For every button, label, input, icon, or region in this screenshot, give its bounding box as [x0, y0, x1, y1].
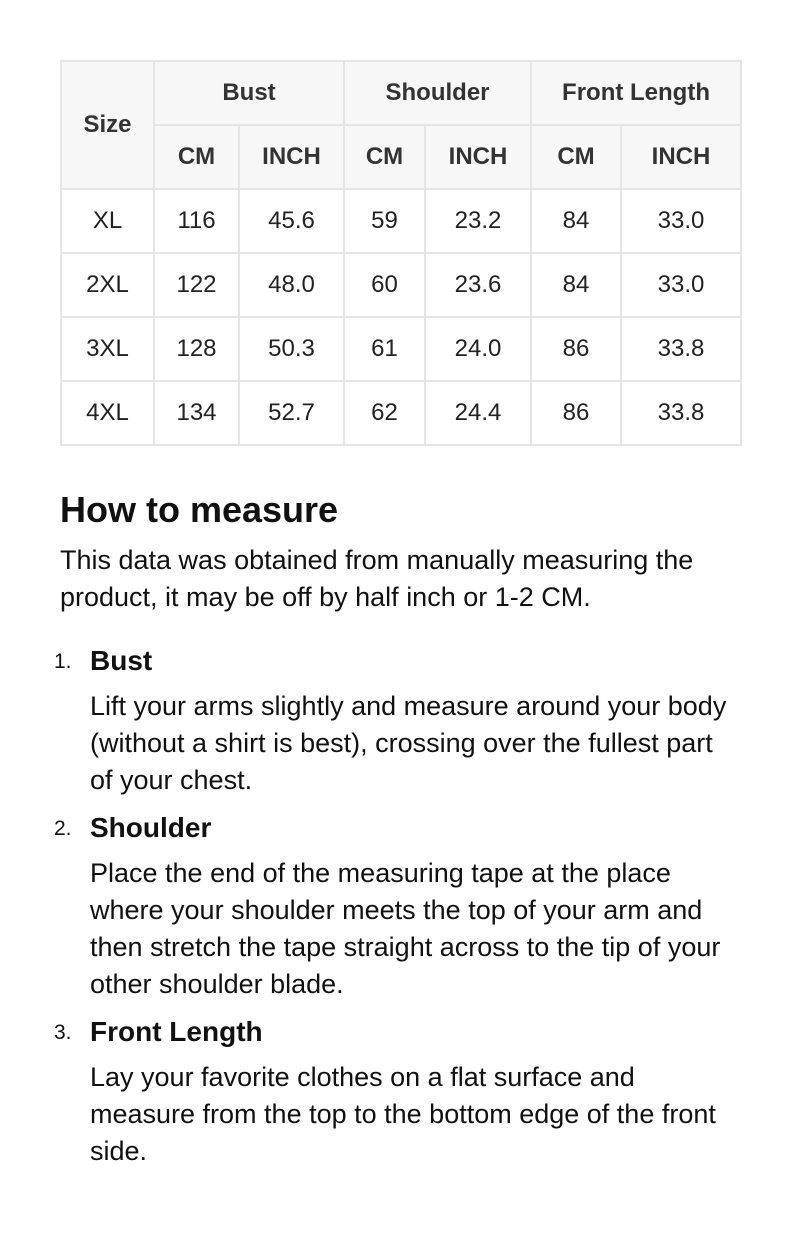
- step-title-bust: Bust: [90, 645, 153, 676]
- table-cell: 33.0: [621, 253, 741, 317]
- size-cell: 4XL: [61, 381, 154, 445]
- step-title-front-length: Front Length: [90, 1016, 263, 1047]
- table-cell: 45.6: [239, 189, 344, 253]
- size-column-header: Size: [61, 61, 154, 189]
- step-text-shoulder: Place the end of the measuring tape at the place where your shoulder meets the top of your arm and then stretch the tape straight across to the tip of your other shoulder blade.: [90, 858, 721, 999]
- step-text-bust: Lift your arms slightly and measure around your body (without a shirt is best), crossing over the fullest part of your chest.: [90, 691, 727, 795]
- table-cell: 24.0: [425, 317, 531, 381]
- table-cell: 128: [154, 317, 239, 381]
- table-row: [61, 253, 741, 317]
- step-number: 2.: [54, 817, 72, 840]
- list-item: [54, 811, 740, 1003]
- shoulder-group-header: Shoulder: [344, 61, 531, 125]
- list-item: [54, 644, 740, 799]
- size-cell: 3XL: [61, 317, 154, 381]
- unit-header: INCH: [425, 125, 531, 189]
- table-header-row-units: [61, 125, 741, 189]
- table-cell: 84: [531, 189, 621, 253]
- table-cell: 50.3: [239, 317, 344, 381]
- unit-header: INCH: [239, 125, 344, 189]
- table-cell: 33.8: [621, 381, 741, 445]
- size-guide: [54, 60, 740, 1182]
- table-cell: 122: [154, 253, 239, 317]
- table-header-row-groups: [61, 61, 741, 125]
- table-cell: 33.8: [621, 317, 741, 381]
- measure-steps-list: [54, 644, 740, 1170]
- unit-header: CM: [344, 125, 425, 189]
- measure-intro-text: This data was obtained from manually measuring the product, it may be off by half inch or 1-2 CM.: [60, 545, 694, 612]
- table-cell: 61: [344, 317, 425, 381]
- table-cell: 23.2: [425, 189, 531, 253]
- table-row: [61, 317, 741, 381]
- table-cell: 86: [531, 317, 621, 381]
- table-cell: 60: [344, 253, 425, 317]
- table-cell: 62: [344, 381, 425, 445]
- unit-header: INCH: [621, 125, 741, 189]
- table-cell: 33.0: [621, 189, 741, 253]
- table-cell: 134: [154, 381, 239, 445]
- table-cell: 86: [531, 381, 621, 445]
- table-cell: 48.0: [239, 253, 344, 317]
- unit-header: CM: [154, 125, 239, 189]
- step-title-shoulder: Shoulder: [90, 812, 212, 843]
- step-number: 3.: [54, 1021, 72, 1044]
- size-cell: XL: [61, 189, 154, 253]
- table-cell: 116: [154, 189, 239, 253]
- list-item: [54, 1015, 740, 1170]
- size-cell: 2XL: [61, 253, 154, 317]
- table-cell: 24.4: [425, 381, 531, 445]
- size-chart-table: [60, 60, 742, 446]
- table-cell: 23.6: [425, 253, 531, 317]
- table-cell: 84: [531, 253, 621, 317]
- table-cell: 52.7: [239, 381, 344, 445]
- bust-group-header: Bust: [154, 61, 344, 125]
- step-text-front-length: Lay your favorite clothes on a flat surface and measure from the top to the bottom edge of the front side.: [90, 1062, 716, 1166]
- how-to-measure-title: How to measure: [60, 489, 339, 530]
- front-length-group-header: Front Length: [531, 61, 741, 125]
- table-cell: 59: [344, 189, 425, 253]
- step-number: 1.: [54, 650, 72, 673]
- unit-header: CM: [531, 125, 621, 189]
- table-row: [61, 381, 741, 445]
- table-row: [61, 189, 741, 253]
